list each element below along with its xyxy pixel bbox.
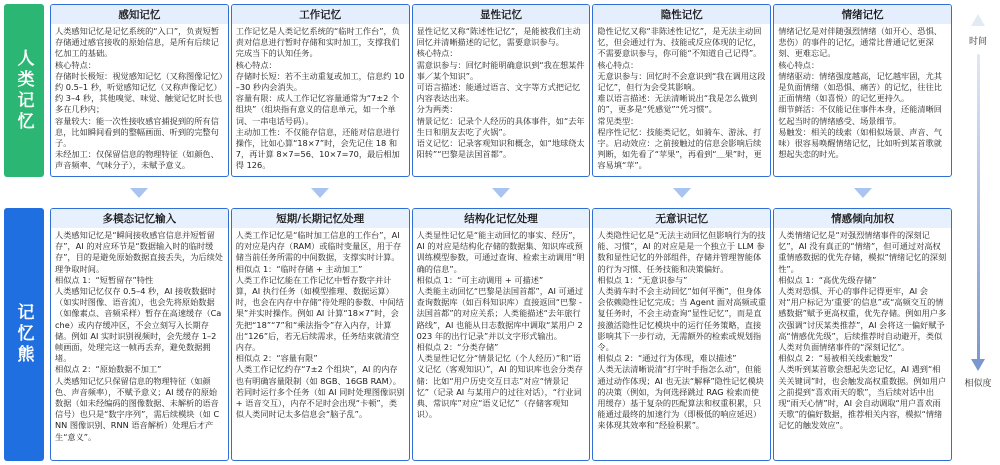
axis-line (977, 54, 980, 366)
card-title: 多模态记忆输入 (51, 209, 228, 228)
structured-memory-card (412, 208, 591, 461)
card-text: 人类情绪记忆是“对强烈情绪事件的深刻记忆”，AI 没有真正的“情绪”，但可通过对高权重情感数据的优先存储，模拟“情绪记忆的深刻性”。 相似点 1：“高优先级存储” 人类对恐惧、开心的事件记得更牢，AI 会对“用户标记为‘重要’的信息”或“高频交互的情感数据”赋予更高权重，优先存储。例如用户多次强调“讨厌某类推荐”，AI 会将这一偏好赋予高“情感优先级”，后续推荐时自动避开，类似人类对负面情绪事件的“深刻记忆”。 相似点 2：“易被相关线索触发” 人类听到某首歌会想起失恋记忆，AI 遇到“相关关键词”时，也会触发高权重数据。例如用户之前提到“喜欢雨天的歌”，当后续对话中出现“雨天心情”时，AI 会自动调取“用户喜欢雨天歌”的偏好数据，推荐相关内容，模拟“情绪记忆的触发效应”。 (778, 230, 947, 431)
emotional-memory-card (773, 4, 952, 177)
unconscious-memory-card (592, 208, 771, 461)
implicit-memory-card (592, 4, 771, 177)
card-text: 人类感知记忆是记忆系统的“入口”，负责短暂存储通过感官接收的原始信息，是所有后续记忆加工的基础。 核心特点： 存储时长极短：视觉感知记忆（又称图像记忆）约 0.5–1 秒，听觉感知记忆（又称声像记忆）约 3–4 秒，其他嗅觉、味觉、触觉记忆时长也多在几秒内； 容量较大：能一次性接收感官捕捉到的所有信息，比如瞬间看到的整幅画面、听到的完整句子。 未经加工：仅保留信息的物理特征（如颜色、声音频率、气味分子），未赋予意义。 (55, 26, 223, 171)
card-text: 人类显性记忆是“能主动回忆的事实、经历”，AI 的对应是结构化存储的数据集、知识库或预训练模型参数，可通过查询、检索主动调用“明确的信息”。 相似点 1：“可主动调用 + 可描述” 人类能主动回忆“巴黎是法国首都”，AI 可通过查询数据库（如百科知识库）直接返回“巴黎 - 法国首都”的对应关系；人类能描述“去年旅行路线”，AI 也能从日志数据库中调取“某用户 2023 年的出行记录”并以文字形式输出。 相似点 2：“分类存储” 人类显性记忆分“情景记忆（个人经历）”和“语义记忆（客观知识）”，AI 的知识库也会分类存储：比如“用户历史交互日志”对应“情景记忆”（记录 AI 与某用户的过往对话），“行业词典、常识库”对应“语义记忆”（存储客观知识）。 (416, 230, 585, 420)
short-long-term-card (231, 208, 410, 461)
memory-bear-row (50, 208, 952, 461)
down-arrow-icon (854, 188, 872, 198)
emotion-weighting-card (773, 208, 952, 461)
time-label: 时间 (968, 37, 987, 47)
card-title: 短期/长期记忆处理 (232, 209, 409, 228)
time-similarity-axis (958, 4, 998, 461)
up-arrow-icon (971, 14, 985, 26)
card-title: 隐性记忆 (593, 5, 770, 24)
card-title: 情绪记忆 (774, 5, 951, 24)
card-title: 结构化记忆处理 (413, 209, 590, 228)
down-arrow-icon (130, 188, 148, 198)
card-text: 工作记忆是人类记忆系统的“临时工作台”，负责对信息进行暂时存储和实时加工，支撑我们完成当下的认知任务。 核心特点： 存储时长短：若不主动重复或加工，信息约 10–30 秒内会消失。 容量有限：成人工作记忆容量通常为“7±2 个组块”（组块指有意义的信息单元，如一个单词、一串电话号码）。 主动加工性：不仅能存信息，还能对信息进行操作，比如心算“18×7”时，会先记住 18 和 7，再计算 8×7=56、10×7=70，最后相加得 126。 (235, 26, 405, 171)
working-memory-card (231, 4, 410, 177)
card-text: 人类感知记忆是“瞬间接收感官信息并短暂留存”，AI 的对应环节是“数据输入时的临时缓存”，目的是避免原始数据直接丢失，为后续处理争取时间。 相似点 1：“短暂留存”特性 人类感知记忆仅存 0.5–4 秒，AI 接收数据时（如实时图像、语音流），也会先将原始数据（如像素点、音频采样）暂存在高速缓存（Cache）或内存缓冲区，不会立刻写入长期存储。例如 AI 实时识别视频时，会先缓存 1–2 帧画面，处理完这一帧再丢弃，避免数据拥堵。 相似点 2：“原始数据不加工” 人类感知记忆只保留信息的物理特征（如颜色、声音频率），不赋予意义；AI 缓存的原始数据（如未经编码的图像数据、未解析的语音信号）也只是“数字序列”，需后续模块（如 CNN 图像识别、RNN 语音解析）处理后才产生“意义”。 (55, 230, 223, 442)
arrow-row (50, 182, 952, 204)
card-text: 人类隐性记忆是“无法主动回忆但影响行为的技能、习惯”，AI 的对应是是一个独立于 LLM 参数和显性记忆的外部组件，存储并管理智能体的行为习惯、任务技能和决策偏好。 相似点 1：“无意识参与” 人类骑车时不会主动回忆“如何平衡”，但身体会依赖隐性记忆完成；当 Agent 面对高频或重复任务时，不会主动查询“显性记忆”，而是直接激活隐性记忆模块中的运行任务策略，直接影响其下一步行动，无需额外的检索或规划指令。 相似点 2：“通过行为体现，难以描述” 人类无法清晰说清“打字时手指怎么动”，但能通过动作体现；AI 也无法“解释”隐性记忆模块的决策（例如，为何选择跳过 RAG 检索而使用缓存）基于复杂的匹配算法和权重积累，只能通过最终的加速行为（即极低的响应延迟）来体现其效率和“经验积累”。 (597, 230, 767, 431)
card-text: 隐性记忆又称“非陈述性记忆”，是无法主动回忆，但会通过行为、技能或反应体现的记忆，不需要意识参与，你可能“不知道自己记得”。 核心特点： 无意识参与：回忆时不会意识到“我在调用这段记忆”，但行为会受其影响。 难以语言描述：无法清晰说出“我是怎么做到的”，更多是“凭感觉”“凭习惯”。 常见类型： 程序性记忆：技能类记忆，如骑车、游泳、打字。启动效应：之前接触过的信息会影响后续判断，如先看了“苹果”，再看到“＿果”时，更容易填“苹”。 (597, 26, 766, 171)
card-text: 人类工作记忆是“临时加工信息的工作台”，AI 的对应是内存（RAM）或临时变量区，用于存储当前任务所需的中间数据，支撑实时计算。 相似点 1：“临时存储 + 主动加工” 人类工作记忆能在工作记忆中暂存数字并计算，AI 执行任务（如模型推理、数据运算）时，也会在内存中存储“待处理的参数、中间结果”并实时操作。例如 AI 计算“18×7”时，会先把“18”“7”和“乘法指令”存入内存，计算出“126”后，若无后续需求，任务结束就清空内存。 相似点 2：“容量有限” 人类工作记忆约存“7±2 个组块”，AI 的内存也有明确容量限制（如 8GB、16GB RAM）。若同时运行多个任务（如 AI 同时处理图像识别 + 语音交互），内存不足时会出现“卡顿”，类似人类同时记太多信息会“脑子乱”。 (235, 230, 405, 420)
down-arrow-icon (492, 188, 510, 198)
card-text: 情绪记忆是对伴随强烈情绪（如开心、恐惧、悲伤）的事件的记忆，通常比普通记忆更深刻、更难忘记。 核心特点： 情绪驱动：情绪强度越高，记忆越牢固，尤其是负面情绪（如恐惧、痛苦）的记忆，往往比正面情绪（如喜悦）的记忆更持久。 细节鲜活：不仅能记住事件本身，还能清晰回忆起当时的情绪感受、场景细节。 易触发：相关的线索（如相似场景、声音、气味）很容易唤醒情绪记忆，比如听到某首歌就想起失恋的时光。 (778, 26, 942, 160)
memory-bear-label: 记忆熊 (4, 208, 44, 461)
sensory-memory-card (50, 4, 229, 177)
human-memory-label: 人类记忆 (4, 4, 44, 177)
multimodal-input-card (50, 208, 229, 461)
human-memory-row (50, 4, 952, 177)
card-title: 情感倾向加权 (774, 209, 951, 228)
card-title: 无意识记忆 (593, 209, 770, 228)
card-title: 显性记忆 (413, 5, 590, 24)
card-text: 显性记忆又称“陈述性记忆”，是能被我们主动回忆并清晰描述的记忆，需要意识参与。 核心特点： 需意识参与：回忆时能明确意识到“我在想某件事／某个知识”。 可语言描述：能通过语言、文字等方式把记忆内容表达出来。 分为两类： 情景记忆：记录个人经历的具体事件，如“去年生日和朋友去吃了火锅”。 语义记忆：记录客观知识和概念，如“地球绕太阳转”“巴黎是法国首都”。 (416, 26, 585, 160)
down-arrow-icon (673, 188, 691, 198)
card-title: 感知记忆 (51, 5, 228, 24)
similarity-label: 相似度 (964, 379, 992, 389)
explicit-memory-card (412, 4, 591, 177)
down-arrow-icon (311, 188, 329, 198)
card-title: 工作记忆 (232, 5, 409, 24)
down-arrow-icon (971, 359, 985, 371)
